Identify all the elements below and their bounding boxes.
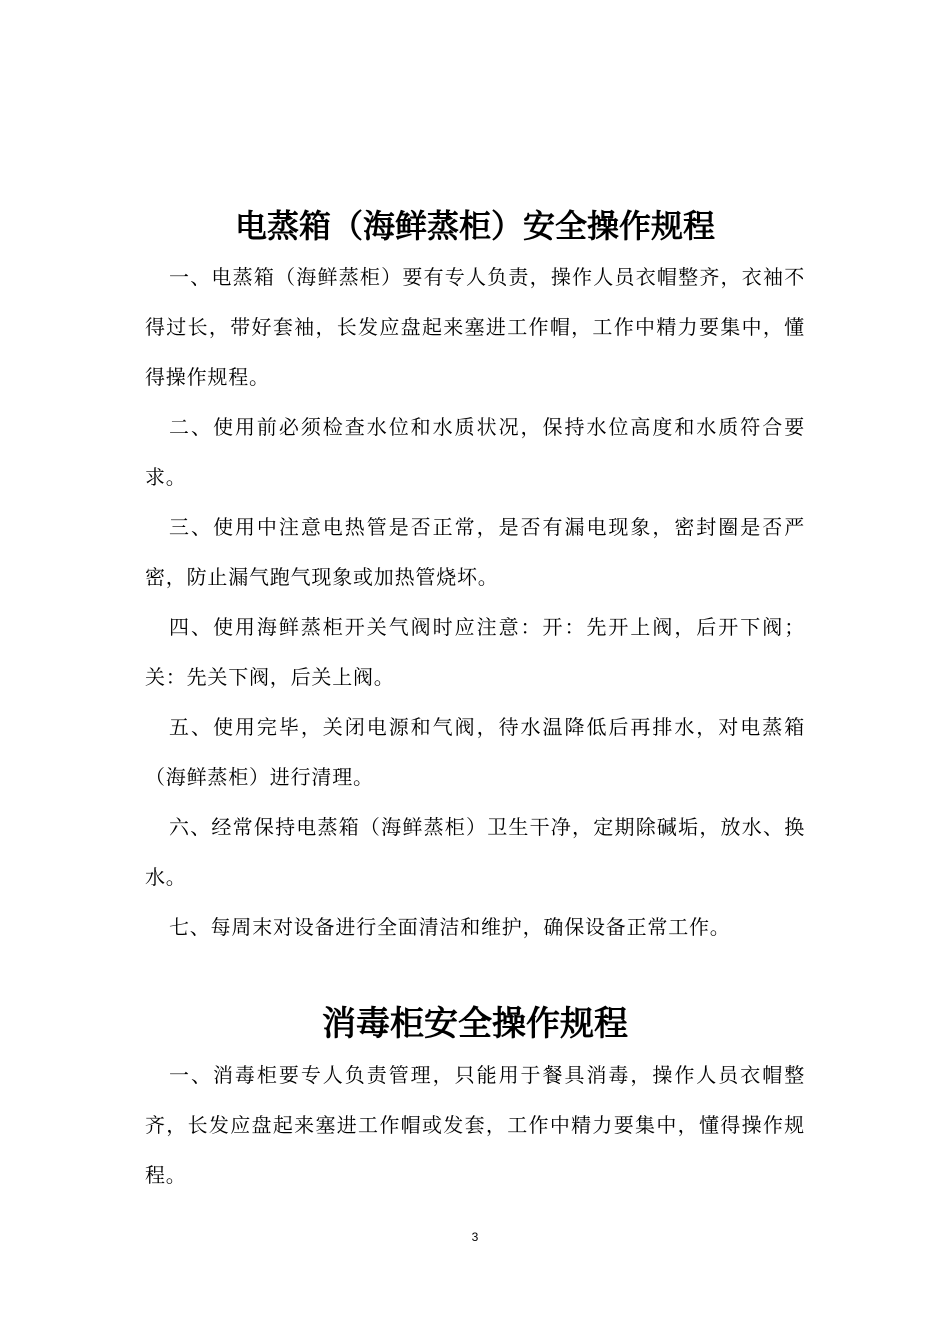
paragraph-6: 六、经常保持电蒸箱（海鲜蒸柜）卫生干净，定期除碱垢，放水、换水。 xyxy=(145,815,805,889)
paragraph-5: 五、使用完毕，关闭电源和气阀，待水温降低后再排水，对电蒸箱（海鲜蒸柜）进行清理。 xyxy=(145,715,805,789)
paragraph-3: 三、使用中注意电热管是否正常，是否有漏电现象，密封圈是否严密，防止漏气跑气现象或加热管烧坏。 xyxy=(145,515,805,589)
paragraph-1: 一、电蒸箱（海鲜蒸柜）要有专人负责，操作人员衣帽整齐，衣袖不得过长，带好套袖，长发应盘起来塞进工作帽，工作中精力要集中，懂得操作规程。 xyxy=(145,265,805,389)
paragraph-4: 四、使用海鲜蒸柜开关气阀时应注意：开：先开上阀，后开下阀；关：先关下阀，后关上阀。 xyxy=(145,615,805,689)
section-disinfection-cabinet xyxy=(145,998,805,1200)
paragraph-1: 一、消毒柜要专人负责管理，只能用于餐具消毒，操作人员衣帽整齐，长发应盘起来塞进工作帽或发套，工作中精力要集中，懂得操作规程。 xyxy=(145,1063,805,1187)
paragraph-2: 二、使用前必须检查水位和水质状况，保持水位高度和水质符合要求。 xyxy=(145,415,805,489)
page-number: 3 xyxy=(471,1230,479,1244)
section-steam-cabinet xyxy=(145,200,805,952)
section-title: 消毒柜安全操作规程 xyxy=(322,1004,628,1044)
paragraph-7: 七、每周末对设备进行全面清洁和维护，确保设备正常工作。 xyxy=(169,915,731,939)
section-title: 电蒸箱（海鲜蒸柜）安全操作规程 xyxy=(234,207,715,245)
